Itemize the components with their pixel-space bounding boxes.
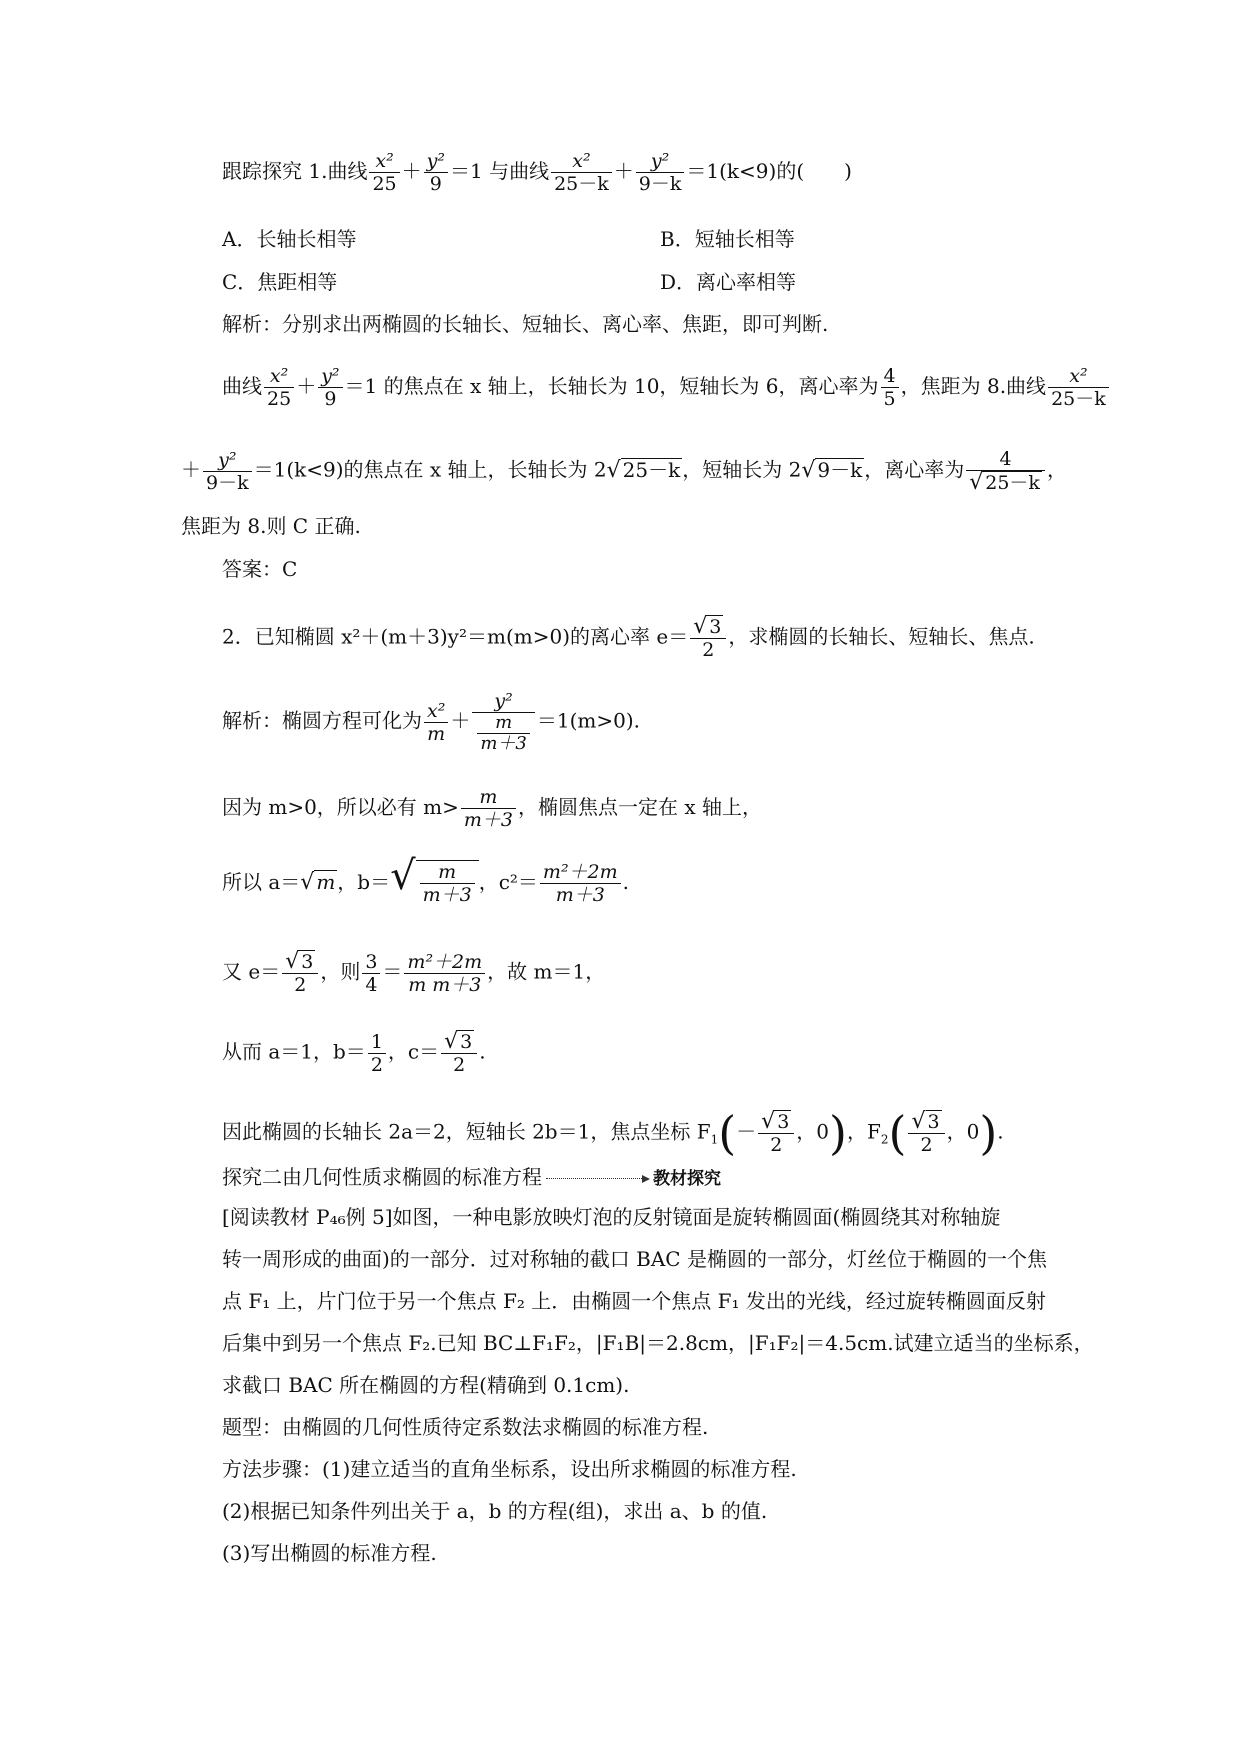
q2-analysis-line4: 又 e＝ $\frac{√ 3}{2}$ ，则 $\frac{3}{4}$ ＝ $\frac{\text{m²＋2m}}{\text{m m＋3}}$ ，故 m＝1， (222, 949, 606, 996)
option-b: B．短轴长相等 (660, 227, 795, 251)
read-line-2: 转一周形成的曲面)的一部分．过对称轴的截口 BAC 是椭圆的一部分，灯丝位于椭圆的一个焦 (222, 1247, 1047, 1271)
read-line-5: 求截口 BAC 所在椭圆的方程(精确到 0.1cm). (222, 1373, 630, 1397)
fraction: $\frac{3}{4}$ (362, 951, 380, 996)
q2-analysis-line6: 因此椭圆的长轴长 2a＝2，短轴长 2b＝1，焦点坐标 $F_1(-$ $\frac{√ 3}{2}$ ，0)，$F_2$( $\frac{√ 3}{2}$ ，0). (222, 1106, 1004, 1160)
fraction: $\frac{√ 3}{2}$ (441, 1030, 477, 1076)
q2-stem: 2．已知椭圆 x²＋(m＋3)y²＝m(m>0)的离心率 e＝ $\frac{√ 3}{2}$ ，求椭圆的长轴长、短轴长、焦点. (222, 614, 1035, 661)
radical-icon: √ (969, 470, 984, 495)
radical-icon: √ (606, 457, 621, 483)
section2-header (222, 1163, 721, 1193)
q2-analysis-line2: 因为 m>0，所以必有 m> $\frac{m}{m+3}$ ，椭圆焦点一定在 x 轴上， (222, 786, 762, 831)
fraction: $\frac{\text{x²}}{25}$ (264, 365, 294, 410)
fraction: $\frac{\text{x²}}{25-k}$ (1048, 365, 1109, 410)
read-line-3: 点 F₁ 上，片门位于另一个焦点 F₂ 上．由椭圆一个焦点 F₁ 发出的光线，经过旋转椭圆面反射 (222, 1289, 1046, 1313)
fraction: $\frac{\text{x²}}{25-k}$ (551, 150, 612, 195)
dotted-arrow-icon (546, 1178, 642, 1179)
step-2: (2)根据已知条件列出关于 a，b 的方程(组)，求出 a、b 的值. (222, 1499, 768, 1523)
fraction: $\frac{4}{5}$ (881, 365, 899, 410)
fraction: $\frac{m}{m+3}$ (461, 786, 516, 831)
fraction: $\frac{m}{m+3}$ (420, 861, 475, 906)
fraction: $\frac{\text{x²}}{25}$ (369, 150, 399, 195)
step-1: 方法步骤：(1)建立适当的直角坐标系，设出所求椭圆的标准方程. (222, 1457, 797, 1481)
q2-analysis-line1: 解析：椭圆方程可化为 $\frac{\text{x²}}{m}$ ＋ $\frac{\text{y²}}{\frac{m}{m+3}}$ ＝1(m>0). (222, 690, 641, 754)
step-3: (3)写出椭圆的标准方程. (222, 1541, 437, 1565)
radical-icon: √ (911, 1109, 926, 1134)
q2-analysis-line3: 所以 a＝√ m ，b＝√ $\frac{m}{m+3}$ ，c²＝ $\frac{\text{m²＋2m}}{m+3}$ . (222, 853, 630, 906)
fraction: $\frac{\text{y²}}{\frac{m}{m+3}}$ (472, 690, 535, 754)
radical-icon: √ (444, 1029, 459, 1054)
radical-icon: √ (693, 614, 708, 639)
read-line-4: 后集中到另一个焦点 F₂.已知 BC⊥F₁F₂，|F₁B|＝2.8cm，|F₁F₂|＝4.5cm.试建立适当的坐标系， (222, 1331, 1094, 1355)
q1-analysis: 解析：分别求出两椭圆的长轴长、短轴长、离心率、焦距，即可判断. (222, 312, 829, 336)
option-d: D．离心率相等 (660, 270, 797, 294)
q1-prefix: 跟踪探究 1.曲线 (222, 159, 368, 183)
fraction: $\frac{√ 3}{2}$ (758, 1110, 794, 1156)
option-c: C．焦距相等 (222, 270, 338, 294)
fraction: $\frac{\text{m²＋2m}}{\text{m m＋3}}$ (404, 951, 485, 996)
radical-icon: √ (390, 853, 416, 899)
fraction: $\frac{\text{y²}}{9}$ (424, 150, 448, 195)
radical-icon: √ (285, 949, 300, 974)
fraction: $\frac{\text{y²}}{9}$ (318, 365, 342, 410)
fraction: $\frac{4}{√ 25-k}$ (966, 448, 1045, 494)
q2-analysis-line5: 从而 a＝1，b＝ $\frac{1}{2}$ ，c＝ $\frac{√ 3}{2}$ . (222, 1029, 486, 1076)
section2-tag: 教材探究 (653, 1169, 721, 1189)
fraction: $\frac{\text{y²}}{9-k}$ (203, 449, 252, 494)
fraction: $\frac{\text{m²＋2m}}{m+3}$ (540, 861, 621, 906)
q1-analysis-line2: ＋ $\frac{\text{y²}}{9-k}$ ＝1(k<9)的焦点在 x 轴上，长轴长为 2√ 25－k ，短轴长为 2√ 9－k ，离心率为 $\frac{4}{√ 25-k}$ ， (181, 448, 1067, 495)
fraction: $\frac{\text{y²}}{9-k}$ (636, 150, 685, 195)
fraction: $\frac{√ 3}{2}$ (908, 1110, 944, 1156)
read-line-1: [阅读教材 P₄₆例 5]如图，一种电影放映灯泡的反射镜面是旋转椭圆面(椭圆绕其对称轴旋 (222, 1205, 1001, 1229)
section2-title: 探究二由几何性质求椭圆的标准方程 (222, 1165, 542, 1189)
q1-stem: 跟踪探究 1.曲线 $\frac{\text{x²}}{25}$ ＋ $\frac{\text{y²}}{9}$ ＝1 与曲线 $\frac{\text{x²}}{25-k}$ ＋ $\frac{\text{y²}}{9-k}$ ＝1(k<9)的( ) (222, 150, 852, 195)
q1-answer: 答案：C (222, 557, 298, 581)
arrow-head-icon (642, 1175, 650, 1183)
fraction: $\frac{1}{2}$ (368, 1031, 386, 1076)
radical-icon: √ (761, 1109, 776, 1134)
fraction: $\frac{\text{x²}}{m}$ (424, 700, 448, 745)
radical-icon: √ (300, 870, 315, 895)
nested-fraction: $\frac{m}{m+3}$ (477, 713, 530, 754)
radical-icon: √ (801, 457, 816, 483)
type-line: 题型：由椭圆的几何性质待定系数法求椭圆的标准方程. (222, 1415, 709, 1439)
fraction: $\frac{√ 3}{2}$ (282, 950, 318, 996)
fraction: $\frac{√ 3}{2}$ (690, 615, 726, 661)
option-a: A．长轴长相等 (222, 227, 357, 251)
q1-analysis-line3: 焦距为 8.则 C 正确. (181, 514, 361, 538)
q1-analysis-line1: 曲线 $\frac{\text{x²}}{25}$ ＋ $\frac{\text{y²}}{9}$ ＝1 的焦点在 x 轴上，长轴长为 10，短轴长为 6，离心率为 $\frac{4}{5}$ ，焦距为 8.曲线 $\frac{\text{x²}}{25-k}$ (222, 365, 1111, 410)
